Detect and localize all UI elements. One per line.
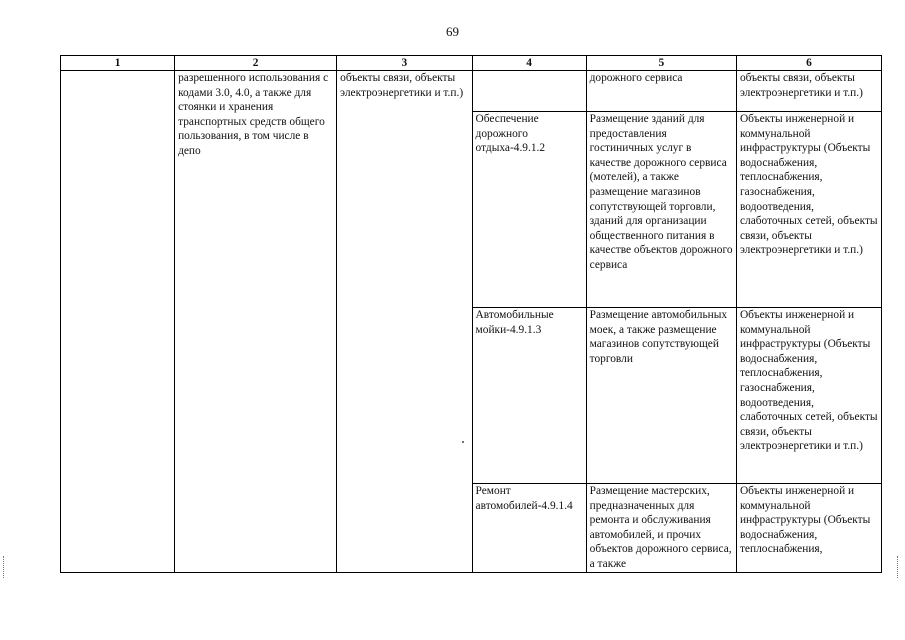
cell-aux-use-name: Автомобильные мойки-4.9.1.3 xyxy=(472,308,586,484)
page-number: 69 xyxy=(446,24,459,39)
column-header-5: 5 xyxy=(586,56,736,71)
cell-aux-use-description: дорожного сервиса xyxy=(586,71,736,112)
cell-main-use-objects: объекты связи, объекты электроэнергетики и т.п.) xyxy=(337,71,472,573)
cell-aux-use-objects: Объекты инженерной и коммунальной инфраструктуры (Объекты водоснабжения, теплоснабжения, газоснабжения, водоотведения, слаботочных сетей, объекты связи, объекты электроэнергетики и т.п.) xyxy=(736,112,881,308)
cell-aux-use-objects: объекты связи, объекты электроэнергетики и т.п.) xyxy=(736,71,881,112)
scan-edge-mark-right xyxy=(897,556,902,578)
header-row xyxy=(61,56,882,71)
cell-aux-use-name: Обеспечение дорожного отдыха-4.9.1.2 xyxy=(472,112,586,308)
scan-edge-mark-left xyxy=(3,556,8,578)
column-header-1: 1 xyxy=(61,56,175,71)
cell-aux-use-description: Размещение зданий для предоставления гостиничных услуг в качестве дорожного сервиса (мотелей), а также размещение магазинов сопутствующей торговли, зданий для организации общественного питания в качестве объектов дорожного сервиса xyxy=(586,112,736,308)
cell-aux-use-name: Ремонт автомобилей-4.9.1.4 xyxy=(472,484,586,573)
cell-aux-use-description: Размещение автомобильных моек, а также размещение магазинов сопутствующей торговли xyxy=(586,308,736,484)
cell-aux-use-name xyxy=(472,71,586,112)
table-row xyxy=(61,71,882,112)
column-header-2: 2 xyxy=(175,56,337,71)
cell-col1 xyxy=(61,71,175,573)
cell-main-use-description: разрешенного использования с кодами 3.0, 4.0, а также для стоянки и хранения транспортных средств общего пользования, в том числе в депо xyxy=(175,71,337,573)
column-header-4: 4 xyxy=(472,56,586,71)
cell-aux-use-objects: Объекты инженерной и коммунальной инфраструктуры (Объекты водоснабжения, теплоснабжения, xyxy=(736,484,881,573)
cell-aux-use-objects: Объекты инженерной и коммунальной инфраструктуры (Объекты водоснабжения, теплоснабжения, газоснабжения, водоотведения, слаботочных сетей, объекты связи, объекты электроэнергетики и т.п.) xyxy=(736,308,881,484)
land-use-table xyxy=(60,55,882,573)
column-header-3: 3 xyxy=(337,56,472,71)
cell-aux-use-description: Размещение мастерских, предназначенных для ремонта и обслуживания автомобилей, и прочих объектов дорожного сервиса, а также xyxy=(586,484,736,573)
column-header-6: 6 xyxy=(736,56,881,71)
scan-speck xyxy=(462,441,464,443)
